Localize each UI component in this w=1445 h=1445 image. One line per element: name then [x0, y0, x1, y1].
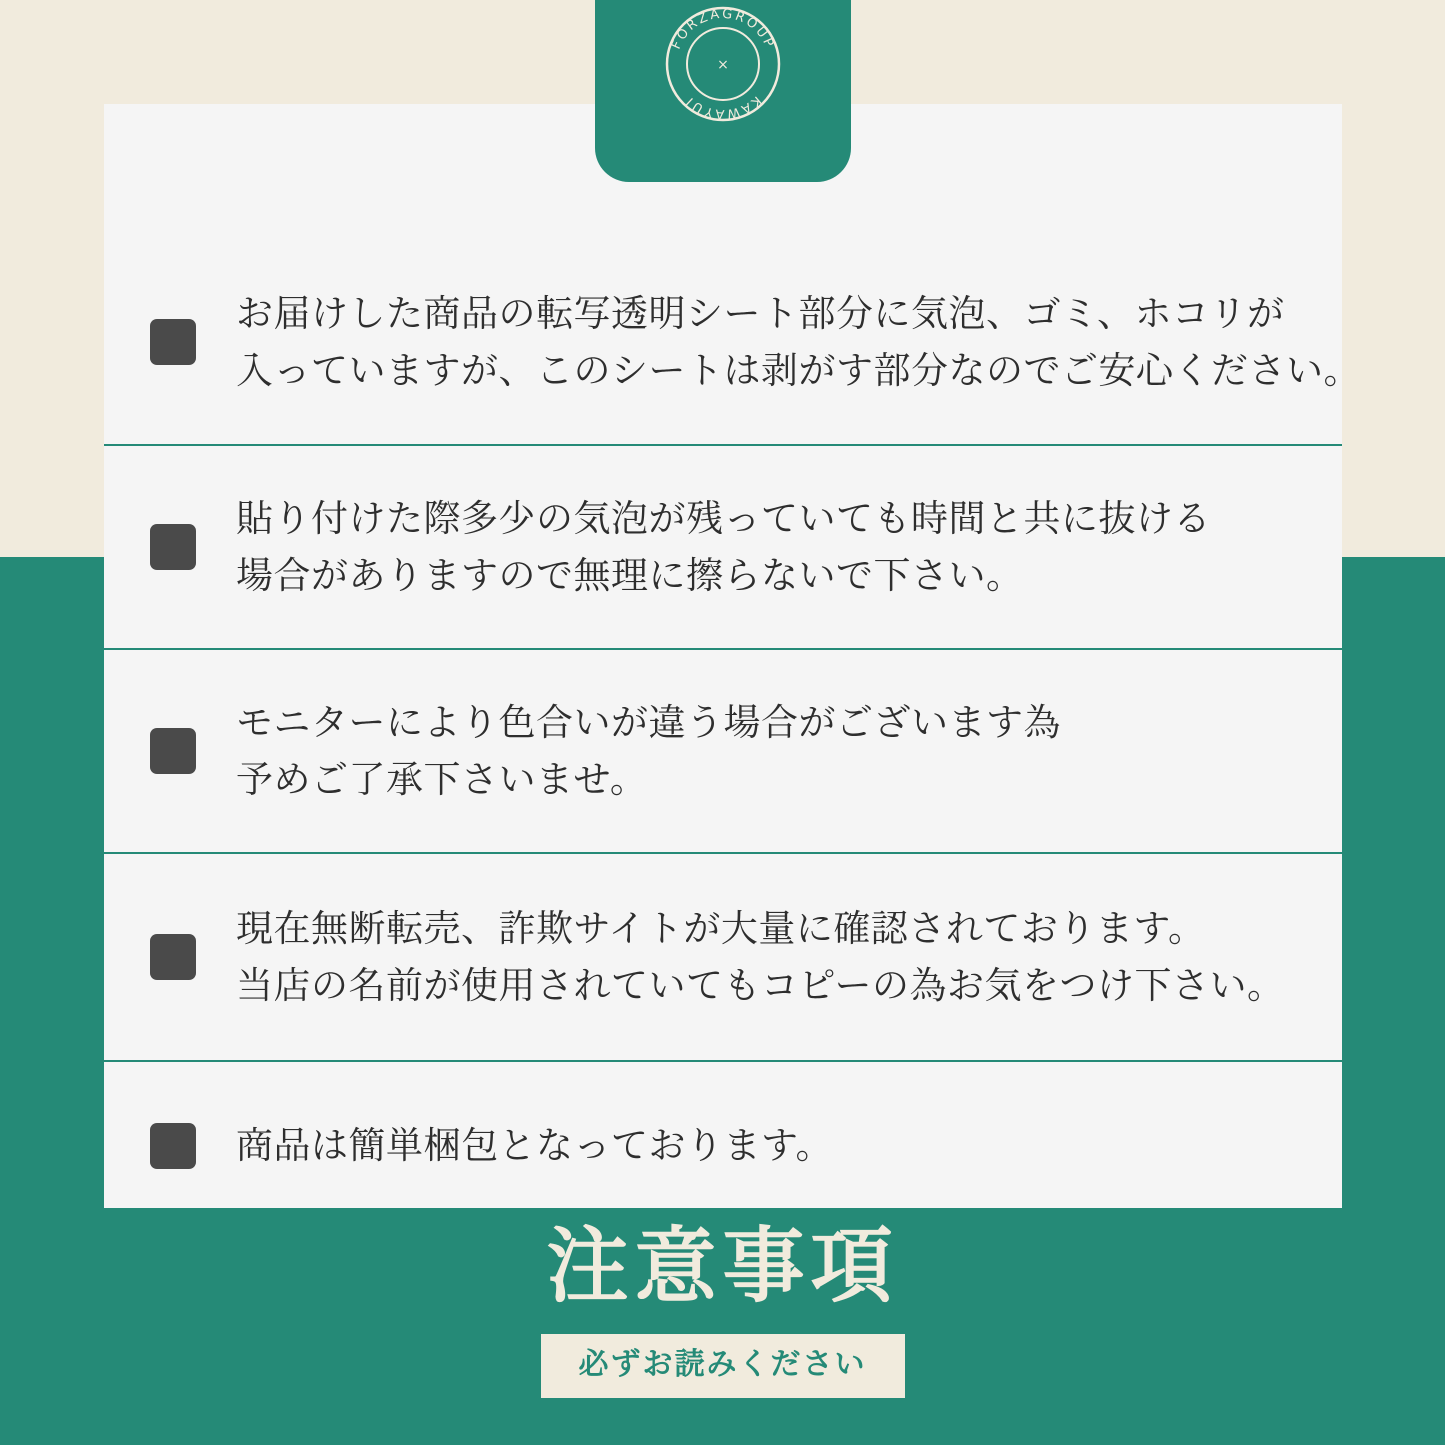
- brand-logo-badge: [595, 0, 851, 182]
- circular-logo-icon: [657, 0, 789, 130]
- notice-item: [104, 650, 1342, 854]
- svg-text:FORZAGROUP: FORZAGROUP: [668, 6, 778, 52]
- svg-text:KAWAYUI: KAWAYUI: [681, 92, 764, 122]
- notice-text-line: 商品は簡単梱包となっております。: [236, 1124, 834, 1168]
- notice-text-line: モニターにより色合いが違う場合がございます為: [236, 700, 1061, 744]
- notice-text: [236, 900, 1285, 1015]
- footer-subtitle-badge: 必ずお読みください: [541, 1334, 905, 1398]
- notice-text-line: 場合がありますので無理に擦らないで下さい。: [236, 554, 1024, 597]
- notice-item: [104, 446, 1342, 650]
- notice-item: [104, 854, 1342, 1062]
- notice-text: [236, 1117, 833, 1174]
- notice-card: [104, 104, 1361, 1208]
- notice-text: [236, 694, 1061, 809]
- svg-text:×: ×: [717, 57, 729, 73]
- notice-text-line: お届けした商品の転写透明シート部分に気泡、ゴミ、ホコリが: [236, 291, 1285, 335]
- notice-text-line: 入っていますが、このシートは剥がす部分なのでご安心ください。: [236, 349, 1361, 392]
- square-bullet-icon: [150, 728, 196, 774]
- notice-item: [104, 240, 1361, 446]
- notice-text-line: 貼り付けた際多少の気泡が残っていても時間と共に抜ける: [236, 496, 1211, 540]
- footer: [0, 1208, 1445, 1445]
- notice-text-line: 現在無断転売、詐欺サイトが大量に確認されております。: [236, 906, 1206, 950]
- square-bullet-icon: [150, 319, 196, 365]
- notice-list: [104, 240, 1361, 1230]
- notice-item: [104, 1062, 1342, 1230]
- notice-text-line: 当店の名前が使用されていてもコピーの為お気をつけ下さい。: [236, 964, 1285, 1007]
- square-bullet-icon: [150, 1123, 196, 1169]
- square-bullet-icon: [150, 934, 196, 980]
- notice-text-line: 予めご了承下さいませ。: [236, 758, 648, 801]
- notice-text: [236, 285, 1361, 400]
- notice-text: [236, 490, 1211, 605]
- footer-title: 注意事項: [546, 1219, 899, 1314]
- square-bullet-icon: [150, 524, 196, 570]
